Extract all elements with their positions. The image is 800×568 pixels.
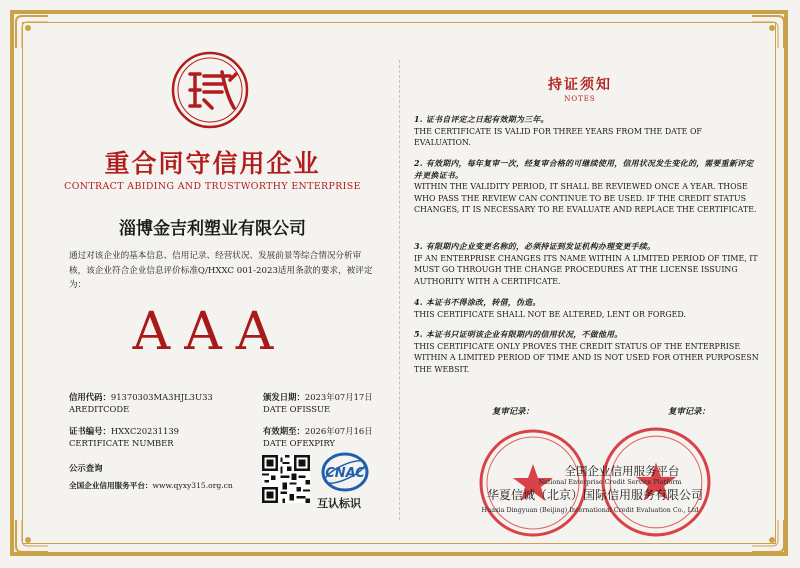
evaluation-statement: 通过对该企业的基本信息、信用记录、经营状况、发展前景等综合情况分析审核，该企业符合企业信息评价标准Q/HXXC 001-2023适用条款的要求，被评定为： — [69, 251, 373, 290]
corner-ornament-icon — [750, 518, 786, 554]
public-query-label: 公示查询 — [69, 463, 103, 473]
issuing-organization: 华夏信诚（北京）国际信用服务有限公司 — [486, 488, 703, 502]
issuing-platform-en: National Enterprise Credit Service Platform — [538, 478, 682, 486]
mutual-recognition-mark: 互认标识 — [317, 497, 361, 510]
note-cn: 3. 有限期内企业变更名称的，必须持证到发证机构办理变更手续。 — [414, 242, 656, 251]
issuing-organization-en: Huaxia Dingyuan (Beijing) International Credit Evaluation Co., Ltd — [481, 506, 699, 514]
issue-date-label: 颁发日期： — [263, 392, 305, 402]
note-item — [414, 329, 759, 375]
qr-code-icon[interactable] — [262, 455, 310, 503]
integrity-seal-icon — [170, 50, 250, 130]
note-cn: 2. 有效期内，每年复审一次，经复审合格的可继续使用，信用状况发生变化的，需要重新评定并更换证书。 — [414, 159, 754, 180]
corner-ornament-icon — [14, 14, 50, 50]
note-en: THIS CERTIFICATE SHALL NOT BE ALTERED, LENT OR FORGED. — [414, 309, 686, 319]
note-item — [414, 297, 759, 320]
platform-query-label: 全国企业信用服务平台： — [69, 481, 153, 490]
certificate-number-en: CERTIFICATE NUMBER — [69, 438, 174, 448]
notes-title: 持证须知 — [548, 77, 612, 93]
note-en: THE CERTIFICATE IS VALID FOR THREE YEARS FROM THE DATE OF EVALUATION. — [414, 126, 702, 147]
note-en: WITHIN THE VALIDITY PERIOD, IT SHALL BE REVIEWED ONCE A YEAR. THOSE WHO PASS THE REVIEW CAN CONTINUE TO BE USED. IF THE CREDIT STATUS CHANGES, IT IS NECESSARY TO RE EVALUATE AND REPLACE THE CERTIFICATE. — [414, 182, 757, 214]
credit-code-label: 信用代码： — [69, 392, 111, 402]
certificate-title-en: CONTRACT ABIDING AND TRUSTWORTHY ENTERPRISE — [64, 181, 361, 192]
certificate-number-label: 证书编号： — [69, 426, 111, 436]
issue-date-value: 2023年07月17日 — [304, 392, 373, 402]
note-item — [414, 114, 759, 149]
credit-rating: AAA — [132, 302, 288, 362]
issue-date-en: DATE OFISSUE — [263, 404, 331, 414]
note-cn: 5. 本证书只证明该企业有限期内的信用状况，不做他用。 — [414, 330, 623, 339]
certificate-number-value: HXXC20231139 — [110, 426, 179, 436]
platform-query — [69, 480, 233, 491]
review-record-2: 复审记录： — [668, 406, 710, 416]
certificate-title: 重合同守信用企业 — [104, 149, 321, 178]
corner-ornament-icon — [750, 14, 786, 50]
note-item — [414, 158, 759, 216]
note-cn: 1. 证书自评定之日起有效期为三年。 — [414, 115, 549, 124]
note-cn: 4. 本证书不得涂改，转借，伪造。 — [414, 298, 541, 307]
expiry-date-value: 2026年07月16日 — [304, 426, 373, 436]
expiry-date-label: 有效期至： — [263, 426, 305, 436]
review-record-1: 复审记录： — [492, 406, 534, 416]
credit-code-value: 91370303MA3HJL3U33 — [110, 392, 213, 402]
platform-url[interactable]: www.qyxy315.org.cn — [152, 481, 233, 490]
issue-date-field — [263, 391, 373, 403]
note-en: IF AN ENTERPRISE CHANGES ITS NAME WITHIN A LIMITED PERIOD OF TIME, IT MUST GO THROUGH THE CHANGE PROCEDURES AT THE LICENSE ISSUING AUTHORITY WITH A CERTIFICATE. — [414, 253, 758, 286]
certificate-number-field — [69, 425, 179, 437]
notes-subtitle: NOTES — [564, 95, 596, 103]
expiry-date-en: DATE OFEXPIRY — [263, 438, 335, 448]
center-divider — [399, 60, 400, 520]
note-item — [414, 241, 759, 287]
credit-code-field — [69, 391, 213, 403]
cnac-logo-text: CNAC — [325, 466, 365, 481]
expiry-date-field — [263, 425, 373, 437]
corner-ornament-icon — [14, 518, 50, 554]
company-name: 淄博金吉利塑业有限公司 — [119, 219, 306, 239]
credit-code-en: AREDITCODE — [69, 404, 130, 414]
issuing-platform: 全国企业信用服务平台 — [564, 464, 680, 478]
note-en: THIS CERTIFICATE ONLY PROVES THE CREDIT STATUS OF THE ENTERPRISE WITHIN A LIMITED PERIOD OF TIME AND IS NOT USED FOR OTHER PURPOSESN THE WEBSIT. — [414, 341, 759, 374]
